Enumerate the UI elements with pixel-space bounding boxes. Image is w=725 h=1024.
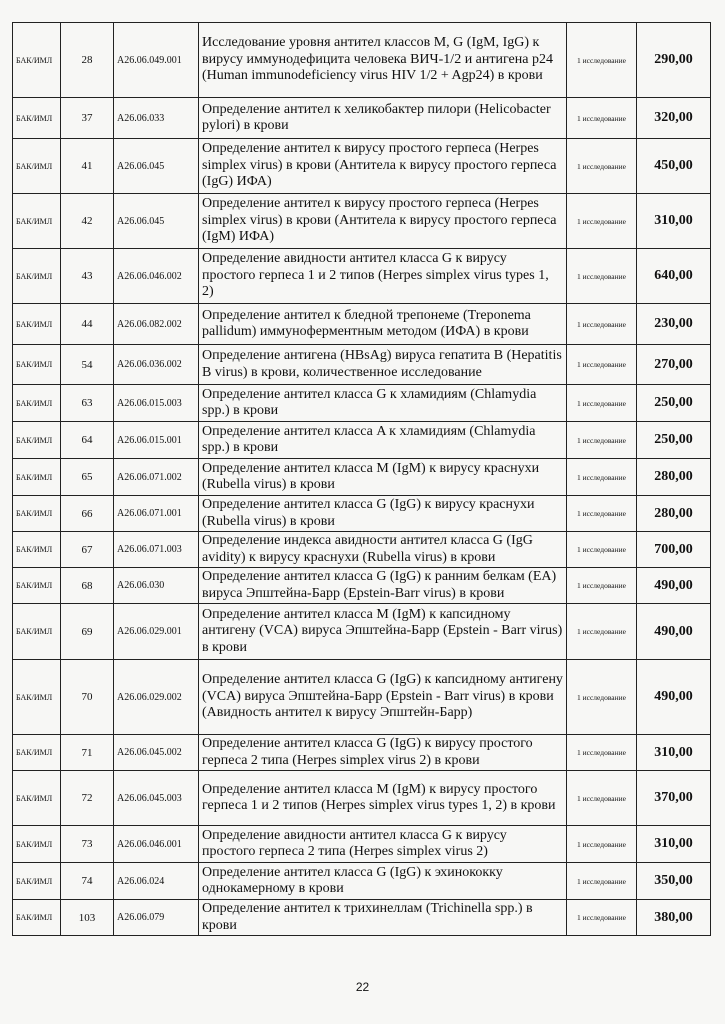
unit-cell: 1 исследование [567,385,637,422]
dept-cell: БАК/ИМЛ [13,249,61,304]
row-number-cell: 63 [61,385,114,422]
service-code-cell: A26.06.071.001 [114,496,199,532]
dept-cell: БАК/ИМЛ [13,735,61,771]
service-name-cell: Определение антител к бледной трепонеме (Treponema pallidum) иммуноферментным методом (ИФА) в крови [199,304,567,345]
price-cell: 310,00 [637,826,711,863]
service-code-cell: A26.06.045 [114,194,199,249]
price-cell: 270,00 [637,345,711,385]
service-code-cell: A26.06.045 [114,139,199,194]
service-code-cell: A26.06.029.002 [114,660,199,735]
price-cell: 250,00 [637,422,711,459]
service-name-cell: Определение антител класса G к хламидиям (Chlamydia spp.) в крови [199,385,567,422]
service-code-cell: A26.06.071.003 [114,532,199,568]
dept-cell: БАК/ИМЛ [13,345,61,385]
price-table [12,22,711,936]
dept-cell: БАК/ИМЛ [13,532,61,568]
dept-cell: БАК/ИМЛ [13,771,61,826]
row-number-cell: 54 [61,345,114,385]
price-table-body [13,23,711,936]
service-name-cell: Определение антител класса M (IgM) к вирусу простого герпеса 1 и 2 типов (Herpes simplex virus types 1, 2) в крови [199,771,567,826]
dept-cell: БАК/ИМЛ [13,604,61,660]
unit-cell: 1 исследование [567,194,637,249]
table-row [13,422,711,459]
row-number-cell: 64 [61,422,114,459]
row-number-cell: 103 [61,900,114,936]
row-number-cell: 42 [61,194,114,249]
service-name-cell: Определение антител класса M (IgM) к вирусу краснухи (Rubella virus) в крови [199,459,567,496]
price-cell: 490,00 [637,604,711,660]
unit-cell: 1 исследование [567,735,637,771]
dept-cell: БАК/ИМЛ [13,568,61,604]
service-code-cell: A26.06.024 [114,863,199,900]
table-row [13,23,711,98]
unit-cell: 1 исследование [567,900,637,936]
table-row [13,532,711,568]
unit-cell: 1 исследование [567,139,637,194]
row-number-cell: 69 [61,604,114,660]
row-number-cell: 37 [61,98,114,139]
service-code-cell: A26.06.046.002 [114,249,199,304]
table-row [13,900,711,936]
unit-cell: 1 исследование [567,532,637,568]
table-row [13,304,711,345]
row-number-cell: 28 [61,23,114,98]
unit-cell: 1 исследование [567,863,637,900]
price-cell: 310,00 [637,735,711,771]
dept-cell: БАК/ИМЛ [13,459,61,496]
table-row [13,771,711,826]
table-row [13,249,711,304]
dept-cell: БАК/ИМЛ [13,98,61,139]
service-name-cell: Определение антител к хеликобактер пилори (Helicobacter pylori) в крови [199,98,567,139]
service-code-cell: A26.06.015.003 [114,385,199,422]
service-name-cell: Определение антител класса A к хламидиям (Chlamydia spp.) в крови [199,422,567,459]
service-name-cell: Определение авидности антител класса G к вирусу простого герпеса 2 типа (Herpes simplex virus 2) [199,826,567,863]
table-row [13,98,711,139]
dept-cell: БАК/ИМЛ [13,660,61,735]
dept-cell: БАК/ИМЛ [13,826,61,863]
service-code-cell: A26.06.071.002 [114,459,199,496]
service-code-cell: A26.06.030 [114,568,199,604]
unit-cell: 1 исследование [567,345,637,385]
row-number-cell: 74 [61,863,114,900]
unit-cell: 1 исследование [567,304,637,345]
service-code-cell: A26.06.036.002 [114,345,199,385]
unit-cell: 1 исследование [567,826,637,863]
price-cell: 380,00 [637,900,711,936]
unit-cell: 1 исследование [567,98,637,139]
dept-cell: БАК/ИМЛ [13,422,61,459]
service-name-cell: Исследование уровня антител классов M, G (IgM, IgG) к вирусу иммунодефицита человека ВИЧ-1/2 и антигена p24 (Human immunodeficiency virus HIV 1/2 + Agp24) в крови [199,23,567,98]
price-cell: 280,00 [637,459,711,496]
table-row [13,735,711,771]
service-name-cell: Определение антител класса G (IgG) к ранним белкам (EA) вируса Эпштейна-Барр (Epstein-Barr virus) в крови [199,568,567,604]
row-number-cell: 67 [61,532,114,568]
price-cell: 350,00 [637,863,711,900]
row-number-cell: 43 [61,249,114,304]
table-row [13,139,711,194]
price-cell: 490,00 [637,660,711,735]
service-code-cell: A26.06.033 [114,98,199,139]
unit-cell: 1 исследование [567,604,637,660]
price-cell: 450,00 [637,139,711,194]
price-cell: 290,00 [637,23,711,98]
unit-cell: 1 исследование [567,422,637,459]
table-row [13,604,711,660]
table-row [13,194,711,249]
price-cell: 280,00 [637,496,711,532]
unit-cell: 1 исследование [567,771,637,826]
service-code-cell: A26.06.082.002 [114,304,199,345]
price-cell: 490,00 [637,568,711,604]
price-cell: 700,00 [637,532,711,568]
unit-cell: 1 исследование [567,660,637,735]
table-row [13,568,711,604]
dept-cell: БАК/ИМЛ [13,23,61,98]
service-code-cell: A26.06.029.001 [114,604,199,660]
service-code-cell: A26.06.079 [114,900,199,936]
row-number-cell: 65 [61,459,114,496]
row-number-cell: 41 [61,139,114,194]
price-cell: 250,00 [637,385,711,422]
service-name-cell: Определение антител класса G (IgG) к капсидному антигену (VCA) вируса Эпштейна-Барр (Epstein - Barr virus) в крови (Авидность антител к вирусу Эпштейн-Барр) [199,660,567,735]
service-name-cell: Определение антител к вирусу простого герпеса (Herpes simplex virus) в крови (Антитела к вирусу простого герпеса (IgM) ИФА) [199,194,567,249]
service-name-cell: Определение индекса авидности антител класса G (IgG avidity) к вирусу краснухи (Rubella virus) в крови [199,532,567,568]
service-code-cell: A26.06.046.001 [114,826,199,863]
service-name-cell: Определение авидности антител класса G к вирусу простого герпеса 1 и 2 типов (Herpes simplex virus types 1, 2) [199,249,567,304]
dept-cell: БАК/ИМЛ [13,194,61,249]
service-code-cell: A26.06.045.002 [114,735,199,771]
unit-cell: 1 исследование [567,23,637,98]
table-row [13,459,711,496]
row-number-cell: 73 [61,826,114,863]
dept-cell: БАК/ИМЛ [13,900,61,936]
price-cell: 320,00 [637,98,711,139]
table-row [13,826,711,863]
service-code-cell: A26.06.015.001 [114,422,199,459]
dept-cell: БАК/ИМЛ [13,496,61,532]
service-name-cell: Определение антител класса G (IgG) к эхинококку однокамерному в крови [199,863,567,900]
service-name-cell: Определение антител к вирусу простого герпеса (Herpes simplex virus) в крови (Антитела к вирусу простого герпеса (IgG) ИФА) [199,139,567,194]
row-number-cell: 71 [61,735,114,771]
service-code-cell: A26.06.045.003 [114,771,199,826]
unit-cell: 1 исследование [567,459,637,496]
table-row [13,496,711,532]
table-row [13,863,711,900]
price-cell: 310,00 [637,194,711,249]
service-code-cell: A26.06.049.001 [114,23,199,98]
row-number-cell: 72 [61,771,114,826]
price-cell: 370,00 [637,771,711,826]
row-number-cell: 70 [61,660,114,735]
dept-cell: БАК/ИМЛ [13,863,61,900]
table-row [13,385,711,422]
service-name-cell: Определение антител класса M (IgM) к капсидному антигену (VCA) вируса Эпштейна-Барр (Epstein - Barr virus) в крови [199,604,567,660]
price-cell: 640,00 [637,249,711,304]
unit-cell: 1 исследование [567,249,637,304]
page-number: 22 [355,980,370,994]
unit-cell: 1 исследование [567,496,637,532]
unit-cell: 1 исследование [567,568,637,604]
dept-cell: БАК/ИМЛ [13,139,61,194]
service-name-cell: Определение антигена (HBsAg) вируса гепатита B (Hepatitis B virus) в крови, количественное исследование [199,345,567,385]
service-name-cell: Определение антител класса G (IgG) к вирусу простого герпеса 2 типа (Herpes simplex virus 2) в крови [199,735,567,771]
service-name-cell: Определение антител к трихинеллам (Trichinella spp.) в крови [199,900,567,936]
table-row [13,660,711,735]
dept-cell: БАК/ИМЛ [13,385,61,422]
row-number-cell: 66 [61,496,114,532]
service-name-cell: Определение антител класса G (IgG) к вирусу краснухи (Rubella virus) в крови [199,496,567,532]
table-row [13,345,711,385]
dept-cell: БАК/ИМЛ [13,304,61,345]
row-number-cell: 68 [61,568,114,604]
price-cell: 230,00 [637,304,711,345]
row-number-cell: 44 [61,304,114,345]
